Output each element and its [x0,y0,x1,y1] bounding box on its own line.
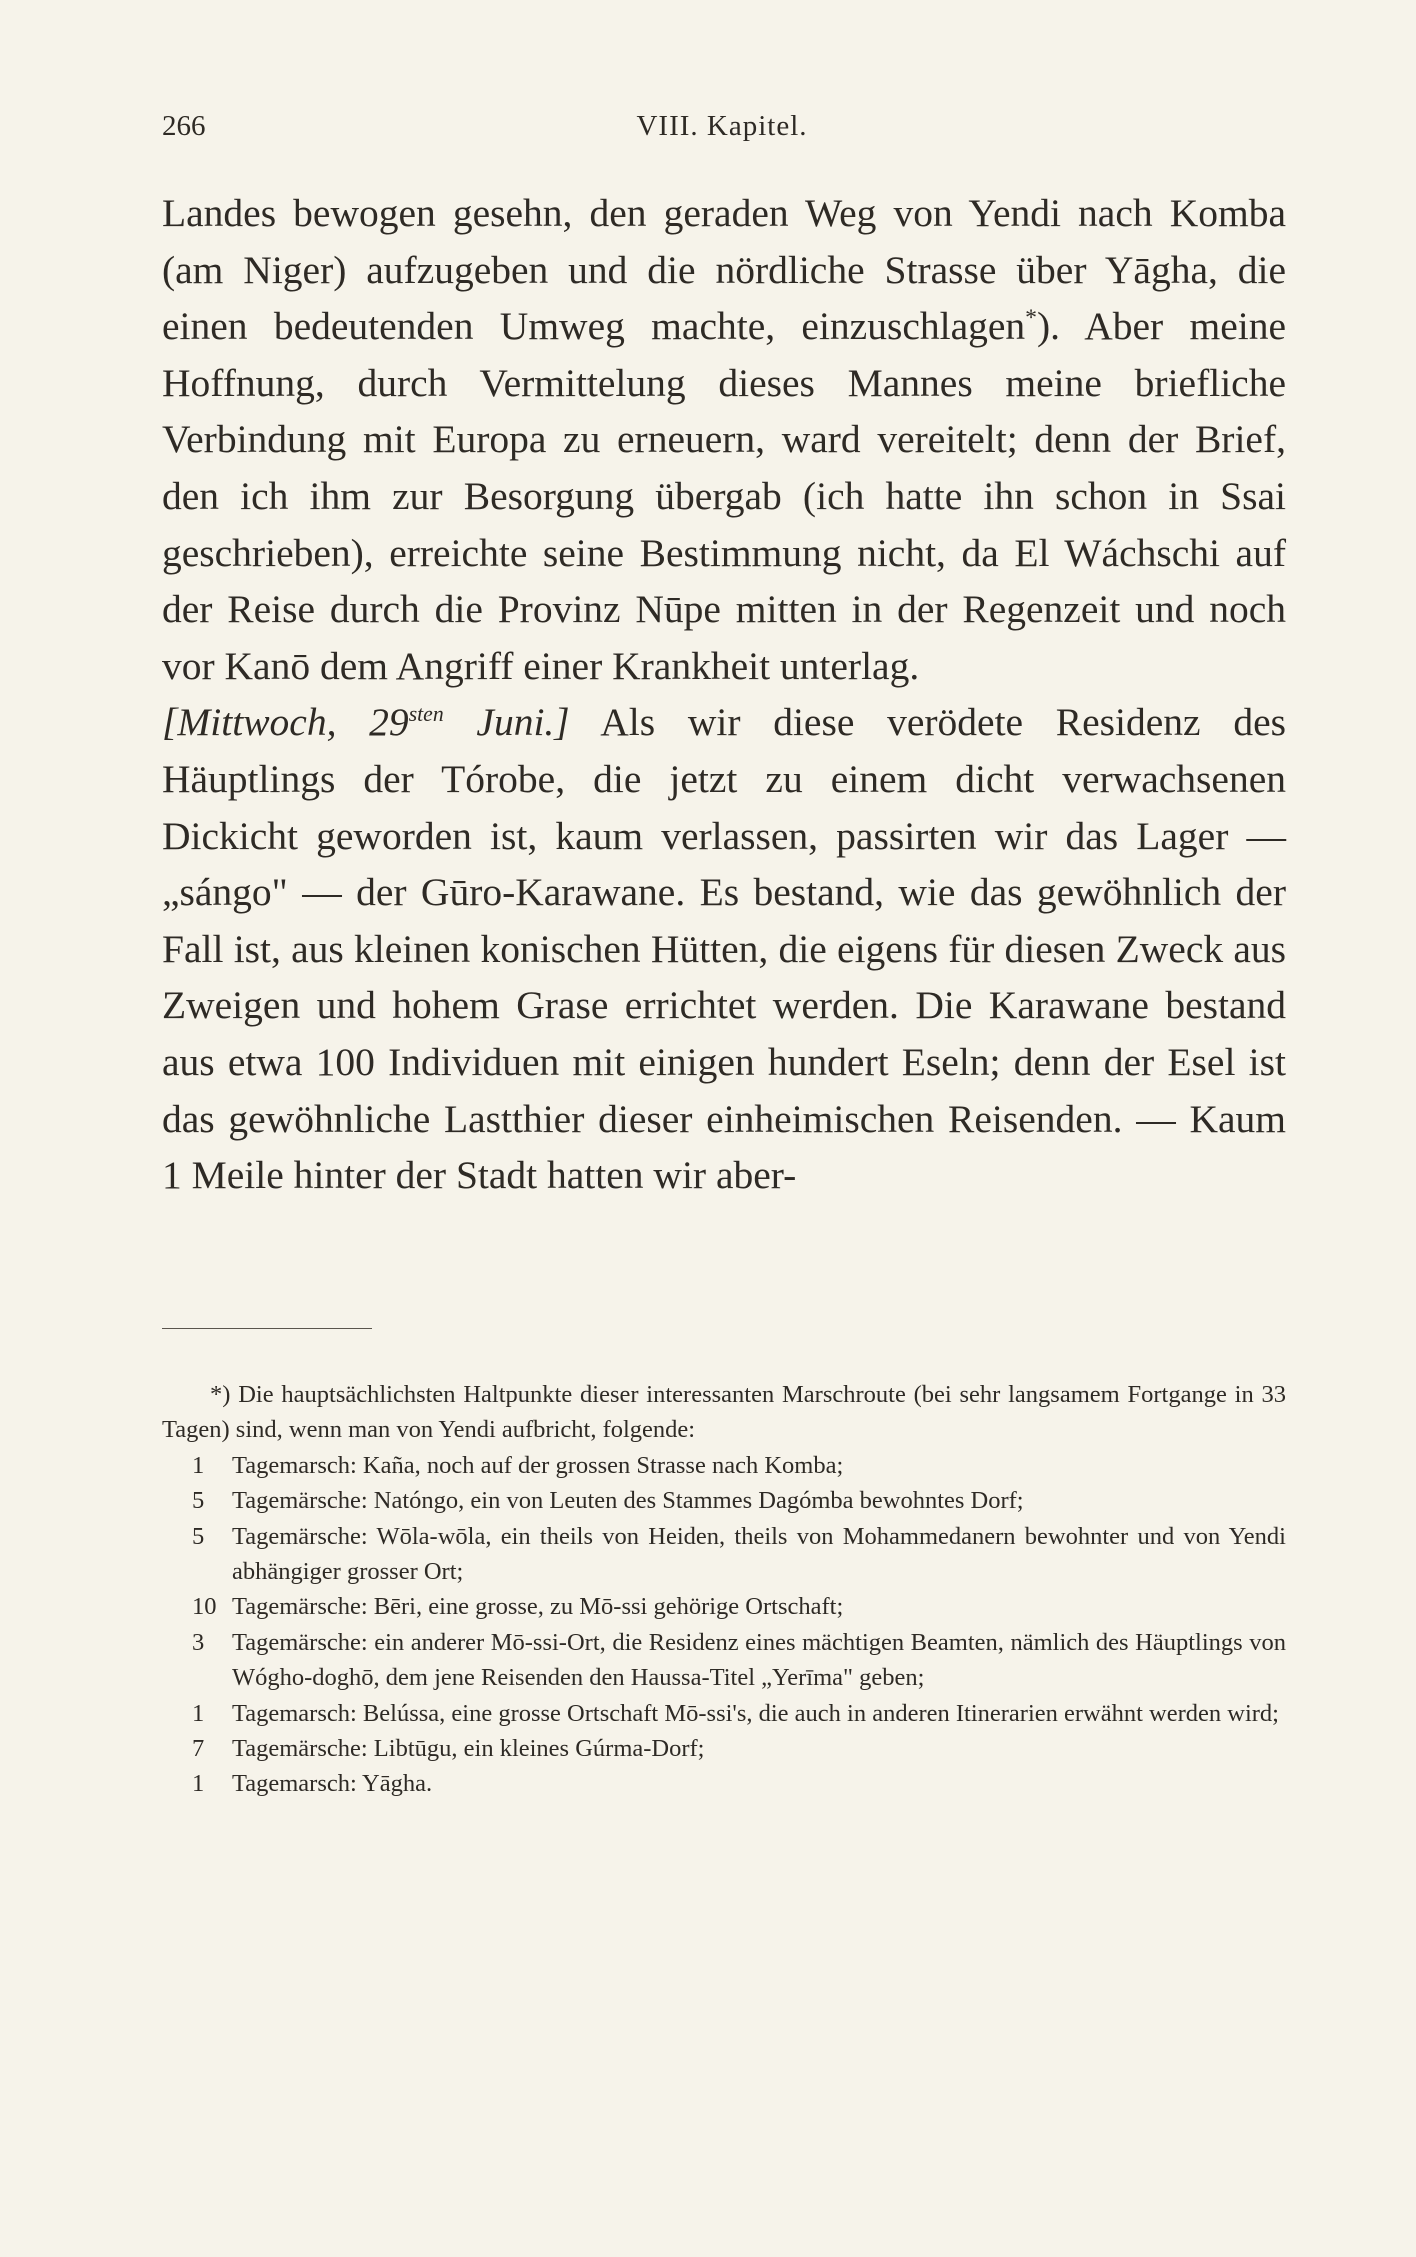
footnote-reference: * [1025,305,1038,332]
entry-days: 3 [192,1628,205,1656]
entry-text: Tagemärsche: Natóngo, ein von Leuten des Stammes Dagómba bewohntes Dorf; [232,1487,1024,1515]
entry-text: Tagemärsche: Wōla-wōla, ein theils von Heiden, theils von Mohammedanern bewohnter und von Yendi abhängiger grosser Ort; [232,1522,1286,1586]
itinerary-entry [162,1766,1286,1801]
date-note-open: [Mittwoch, 29 [162,700,409,745]
footnote-intro: *) Die hauptsächlichsten Haltpunkte dieser interessanten Marschroute (bei sehr langsamem Fortgange in 33 Tagen) sind, wenn man von Yendi aufbricht, folgende: [162,1381,1286,1444]
chapter-title: VIII. Kapitel. [636,110,808,142]
date-note [162,700,570,744]
entry-days: 1 [192,1699,205,1727]
paragraph-1-text: Landes bewogen gesehn, den geraden Weg von Yendi nach Komba (am Niger) aufzugeben und die nördliche Strasse über Yāgha, die einen bedeutenden Umweg machte, einzuschlagen [162,191,1286,349]
date-note-superscript: sten [408,702,444,727]
page-number: 266 [162,110,206,142]
paragraph-1 [162,185,1286,694]
itinerary-entry [162,1589,1286,1624]
page-header [162,110,1282,160]
entry-days: 10 [192,1593,217,1621]
paragraph-1-continuation: ). Aber meine Hoffnung, durch Vermittelung dieses Mannes meine briefliche Verbindung mit Europa zu erneuern, ward vereitelt; denn der Brief, den ich ihm zur Besorgung übergab (ich hatte ihn schon in Ssai geschrieben), erreichte seine Bestimmung nicht, da El Wáchschi auf der Reise durch die Provinz Nūpe mitten in der Regenzeit und noch vor Kanō dem Angriff einer Krankheit unterlag. [162,304,1286,688]
entry-days: 7 [192,1735,205,1763]
entry-days: 1 [192,1770,205,1798]
entry-text: Tagemarsch: Belússa, eine grosse Ortschaft Mō-ssi's, die auch in anderen Itinerarien erwähnt werden wird; [232,1699,1279,1727]
footnote-section [162,1377,1286,1802]
itinerary-entry [162,1519,1286,1590]
itinerary-entry [162,1483,1286,1518]
entry-text: Tagemärsche: Libtūgu, ein kleines Gúrma-Dorf; [232,1735,705,1763]
itinerary-entry [162,1696,1286,1731]
entry-text: Tagemärsche: ein anderer Mō-ssi-Ort, die Residenz eines mächtigen Beamten, nämlich des Häuptlings von Wógho-doghō, dem jene Reisenden den Haussa-Titel „Yerīma" geben; [232,1628,1286,1692]
entry-days: 5 [192,1522,205,1550]
footnote-divider [162,1328,372,1329]
entry-text: Tagemärsche: Bēri, eine grosse, zu Mō-ssi gehörige Ortschaft; [232,1593,844,1621]
entry-days: 1 [192,1451,205,1479]
paragraph-2 [162,694,1286,1203]
itinerary-entry [162,1448,1286,1483]
entry-text: Tagemarsch: Yāgha. [232,1770,433,1798]
itinerary-entry [162,1625,1286,1696]
entry-days: 5 [192,1487,205,1515]
date-note-close: Juni.] [443,700,570,745]
entry-text: Tagemarsch: Kaña, noch auf der grossen Strasse nach Komba; [232,1451,844,1479]
main-text [162,185,1286,1204]
itinerary-entry [162,1731,1286,1766]
paragraph-2-text: Als wir diese verödete Residenz des Häuptlings der Tórobe, die jetzt zu einem dicht verwachsenen Dickicht geworden ist, kaum verlassen, passirten wir das Lager — „sángo" — der Gūro-Karawane. Es bestand, wie das gewöhnlich der Fall ist, aus kleinen konischen Hütten, die eigens für diesen Zweck aus Zweigen und hohem Grase errichtet werden. Die Karawane bestand aus etwa 100 Individuen mit einigen hundert Eseln; denn der Esel ist das gewöhnliche Lastthier dieser einheimischen Reisenden. — Kaum 1 Meile hinter der Stadt hatten wir aber- [162,700,1286,1198]
